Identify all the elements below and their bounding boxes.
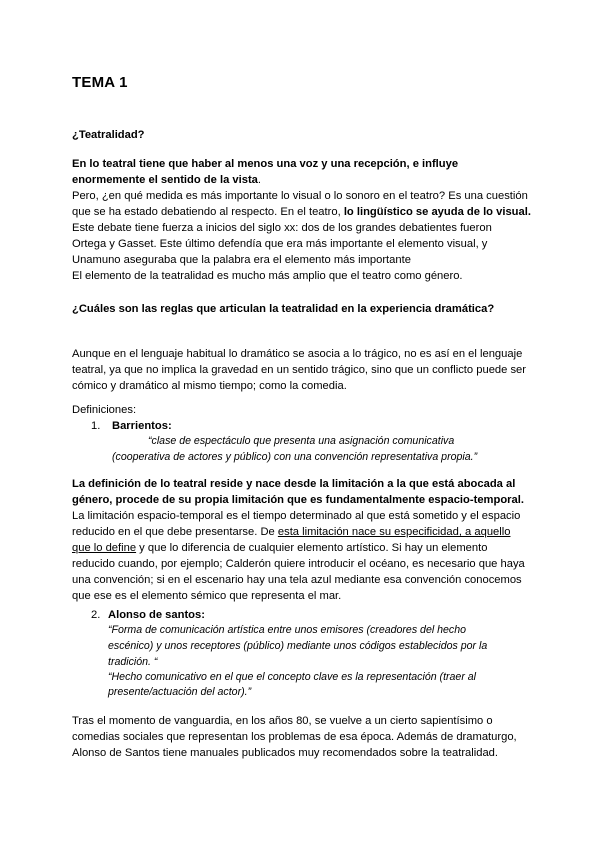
p3-line7: una convención; si en el escenario hay una tela azul mediante esa convención conocemos [72, 574, 522, 586]
p1-line5: Este debate tiene fuerza a inicios del siglo xx: dos de los grandes debatientes fueron [72, 222, 492, 234]
def2-quote1-line2: escénico) y unos receptores (público) mediante unos códigos establecidos por la [108, 640, 488, 652]
p3-line4-a: reducido en el que debe presentarse. De [72, 526, 278, 538]
heading-teatralidad: ¿Teatralidad? [72, 129, 145, 141]
p1-line4-bold: lo lingüístico se ayuda de lo visual. [343, 206, 531, 218]
p3-line3: La limitación espacio-temporal es el tiempo determinado al que está sometido y el espacio [72, 510, 521, 522]
p4-line1: Tras el momento de vanguardia, en los años 80, se vuelve a un cierto sapientísimo o [72, 715, 493, 727]
p3-line4 [72, 524, 534, 540]
p1-period: . [257, 174, 262, 186]
p3-line4-underlined: esta limitación nace su especificidad, a aquello [277, 526, 511, 538]
page-title: TEMA 1 [72, 74, 128, 91]
p3-line5-b: y que lo diferencia de cualquier elemento artístico. Si hay un elemento [136, 542, 488, 554]
p4-line3: Alonso de Santos tiene manuales publicados muy recomendados sobre la teatralidad. [72, 747, 499, 759]
def2-number: 2. [91, 609, 101, 621]
def2-quote2-line2: presente/actuación del actor).” [108, 686, 252, 698]
p1-line8: El elemento de la teatralidad es mucho más amplio que el teatro como género. [72, 270, 463, 282]
p3-line6: reducido cuando, por ejemplo; Calderón quiere introducir el océano, es necesario que haya [72, 558, 525, 570]
def2-quote1-line3: tradición. “ [108, 656, 158, 668]
p1-line4-a: que se ha estado debatiendo al respecto. En el teatro, [72, 206, 344, 218]
p2-line1: Aunque en el lenguaje habitual lo dramático se asocia a lo trágico, no es así en el lenguaje [72, 348, 523, 360]
p1-bold-line2: enormemente el sentido de la vista [72, 174, 258, 186]
p1-line3: Pero, ¿en qué medida es más importante lo visual o lo sonoro en el teatro? Es una cuestión [72, 190, 528, 202]
p1-line7: Unamuno aseguraba que la palabra era el elemento más importante [72, 254, 411, 266]
heading-reglas: ¿Cuáles son las reglas que articulan la teatralidad en la experiencia dramática? [72, 303, 495, 315]
def1-quote-line2: (cooperativa de actores y público) con una convención representativa propia.” [112, 451, 478, 463]
def2-quote1-line1: “Forma de comunicación artística entre unos emisores (creadores del hecho [108, 624, 466, 636]
p3-line8: que ese es el elemento sémico que representa el mar. [72, 590, 342, 602]
p3-bold-line1: La definición de lo teatral reside y nace desde la limitación a la que está abocada al [72, 478, 516, 490]
definitions-label: Definiciones: [72, 404, 137, 416]
p2-line3: cómico y dramático al mismo tiempo; como la comedia. [72, 380, 347, 392]
def1-number: 1. [91, 420, 101, 432]
p1-line2 [72, 172, 534, 188]
p3-bold-line2: género, procede de su propia limitación que es fundamentalmente espacio-temporal. [72, 494, 524, 506]
p3-line5 [72, 540, 534, 556]
p1-line4 [72, 204, 534, 220]
def2-quote2-line1: “Hecho comunicativo en el que el concepto clave es la representación (traer al [108, 671, 477, 683]
def2-name: Alonso de santos: [108, 609, 205, 621]
p4-line2: comedias sociales que representan los problemas de esa época. Además de dramaturgo, [72, 731, 517, 743]
p3-line5-underlined: que lo define [72, 542, 137, 554]
def1-name: Barrientos: [112, 420, 172, 432]
paragraph-vanguardia [72, 713, 534, 761]
paragraph-voz-recepcion [72, 156, 534, 284]
paragraph-limitacion [72, 476, 534, 604]
p2-line2: teatral, ya que no implica la gravedad en un sentido trágico, sino que un conflicto puede ser [72, 364, 527, 376]
p1-bold-line1: En lo teatral tiene que haber al menos una voz y una recepción, e influye [72, 158, 459, 170]
paragraph-dramatico [72, 346, 534, 394]
def1-quote-line1: “clase de espectáculo que presenta una asignación comunicativa [148, 435, 455, 447]
p1-line6: Ortega y Gasset. Este último defendía que era más importante el elemento visual, y [72, 238, 488, 250]
